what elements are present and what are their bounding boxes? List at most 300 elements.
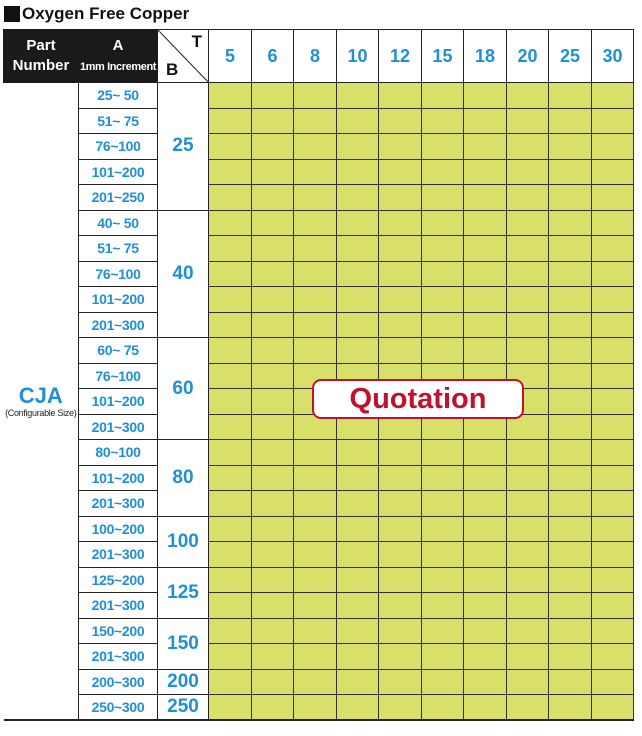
price-cell (379, 159, 422, 185)
price-cell (549, 287, 592, 313)
price-cell (422, 185, 464, 211)
price-cell (379, 618, 422, 644)
table-row (4, 669, 634, 695)
quotation-badge: Quotation (312, 379, 524, 419)
table-row (4, 440, 634, 466)
price-cell (337, 108, 379, 134)
price-cell (507, 108, 549, 134)
a-range-cell: 101~200 (79, 465, 158, 491)
table-row (4, 516, 634, 542)
price-cell (549, 414, 592, 440)
price-cell (464, 669, 507, 695)
price-cell (209, 363, 252, 389)
price-cell (549, 134, 592, 160)
part-number-cell (4, 83, 79, 721)
price-cell (294, 312, 337, 338)
t-value-header: 25 (549, 30, 592, 83)
price-cell (209, 491, 252, 517)
b-value-cell: 40 (158, 210, 209, 338)
price-cell (337, 491, 379, 517)
price-cell (422, 134, 464, 160)
price-cell (422, 695, 464, 721)
b-value-cell: 80 (158, 440, 209, 517)
price-cell (592, 567, 634, 593)
price-cell (549, 465, 592, 491)
price-cell (379, 236, 422, 262)
price-cell (337, 567, 379, 593)
price-cell (294, 516, 337, 542)
part-number-header-line1: Part (26, 37, 56, 54)
price-cell (464, 185, 507, 211)
price-cell (464, 83, 507, 109)
price-cell (592, 465, 634, 491)
price-cell (592, 83, 634, 109)
price-cell (294, 83, 337, 109)
price-cell (464, 567, 507, 593)
price-cell (337, 312, 379, 338)
price-cell (209, 440, 252, 466)
price-cell (379, 287, 422, 313)
price-cell (252, 567, 294, 593)
a-range-cell: 76~100 (79, 134, 158, 160)
a-range-cell: 125~200 (79, 567, 158, 593)
price-cell (549, 542, 592, 568)
b-value-cell: 100 (158, 516, 209, 567)
price-cell (294, 669, 337, 695)
price-cell (549, 695, 592, 721)
b-value-cell: 25 (158, 83, 209, 211)
table-row (4, 312, 634, 338)
price-cell (294, 134, 337, 160)
price-cell (209, 593, 252, 619)
price-cell (209, 644, 252, 670)
price-cell (252, 516, 294, 542)
price-cell (549, 210, 592, 236)
price-cell (337, 644, 379, 670)
price-cell (294, 108, 337, 134)
b-value-cell: 250 (158, 695, 209, 721)
price-cell (592, 414, 634, 440)
price-cell (379, 465, 422, 491)
price-cell (464, 108, 507, 134)
price-cell (209, 185, 252, 211)
price-cell (209, 414, 252, 440)
price-cell (507, 618, 549, 644)
price-cell (294, 618, 337, 644)
t-value-header: 6 (252, 30, 294, 83)
price-cell (549, 236, 592, 262)
price-cell (294, 542, 337, 568)
price-cell (422, 491, 464, 517)
a-range-cell: 51~ 75 (79, 236, 158, 262)
a-range-cell: 201~300 (79, 644, 158, 670)
price-cell (507, 134, 549, 160)
price-cell (422, 465, 464, 491)
a-range-cell: 51~ 75 (79, 108, 158, 134)
price-cell (592, 261, 634, 287)
price-cell (507, 440, 549, 466)
a-range-cell: 201~250 (79, 185, 158, 211)
a-range-cell: 25~ 50 (79, 83, 158, 109)
price-cell (252, 210, 294, 236)
price-cell (464, 159, 507, 185)
price-cell (294, 491, 337, 517)
price-cell (252, 236, 294, 262)
price-cell (507, 312, 549, 338)
price-cell (252, 108, 294, 134)
price-cell (294, 236, 337, 262)
price-cell (209, 159, 252, 185)
price-cell (592, 593, 634, 619)
price-cell (592, 440, 634, 466)
price-cell (294, 644, 337, 670)
price-cell (507, 338, 549, 364)
price-cell (209, 465, 252, 491)
price-cell (252, 440, 294, 466)
price-cell (507, 210, 549, 236)
price-cell (337, 236, 379, 262)
table-row (4, 465, 634, 491)
table-row (4, 695, 634, 721)
price-cell (209, 669, 252, 695)
a-range-cell: 80~100 (79, 440, 158, 466)
price-cell (464, 465, 507, 491)
price-cell (337, 159, 379, 185)
price-cell (209, 210, 252, 236)
price-cell (379, 312, 422, 338)
price-cell (464, 440, 507, 466)
price-cell (507, 159, 549, 185)
price-cell (464, 542, 507, 568)
price-cell (252, 134, 294, 160)
price-cell (252, 312, 294, 338)
t-value-header: 5 (209, 30, 252, 83)
part-number-subtitle: (Configurable Size) (5, 408, 77, 418)
a-range-cell: 101~200 (79, 389, 158, 415)
price-cell (252, 261, 294, 287)
price-cell (549, 567, 592, 593)
t-value-header: 20 (507, 30, 549, 83)
price-cell (592, 312, 634, 338)
table-row (4, 159, 634, 185)
price-cell (252, 287, 294, 313)
section-title (4, 2, 189, 26)
price-cell (379, 210, 422, 236)
price-cell (422, 261, 464, 287)
table-row (4, 83, 634, 109)
a-header-label: A (112, 36, 124, 54)
price-cell (337, 185, 379, 211)
price-cell (337, 618, 379, 644)
price-cell (549, 338, 592, 364)
price-cell (549, 491, 592, 517)
price-cell (337, 695, 379, 721)
price-cell (464, 618, 507, 644)
price-cell (337, 440, 379, 466)
price-cell (252, 338, 294, 364)
price-cell (337, 287, 379, 313)
price-cell (549, 185, 592, 211)
price-cell (337, 542, 379, 568)
price-cell (507, 542, 549, 568)
a-range-cell: 100~200 (79, 516, 158, 542)
price-cell (209, 695, 252, 721)
table-row (4, 644, 634, 670)
price-cell (549, 389, 592, 415)
price-cell (252, 491, 294, 517)
price-cell (422, 593, 464, 619)
price-cell (464, 287, 507, 313)
price-cell (592, 516, 634, 542)
price-cell (379, 516, 422, 542)
a-range-cell: 201~300 (79, 542, 158, 568)
price-cell (209, 261, 252, 287)
table-row (4, 185, 634, 211)
price-cell (592, 236, 634, 262)
b-value-cell: 200 (158, 669, 209, 695)
price-cell (422, 567, 464, 593)
price-cell (294, 185, 337, 211)
price-cell (549, 644, 592, 670)
section-title-text: Oxygen Free Copper (22, 4, 190, 23)
title-square-icon (4, 6, 20, 22)
price-cell (507, 695, 549, 721)
t-value-header: 8 (294, 30, 337, 83)
price-cell (464, 210, 507, 236)
price-cell (422, 542, 464, 568)
table-row (4, 261, 634, 287)
price-cell (422, 338, 464, 364)
a-range-cell: 201~300 (79, 491, 158, 517)
price-cell (592, 159, 634, 185)
price-cell (549, 83, 592, 109)
price-cell (422, 108, 464, 134)
table-row (4, 338, 634, 364)
price-cell (422, 83, 464, 109)
price-cell (294, 159, 337, 185)
a-range-cell: 101~200 (79, 287, 158, 313)
price-cell (549, 159, 592, 185)
price-cell (209, 134, 252, 160)
price-cell (507, 236, 549, 262)
table-row (4, 210, 634, 236)
price-cell (422, 618, 464, 644)
a-range-cell: 201~300 (79, 312, 158, 338)
price-cell (592, 669, 634, 695)
part-number-header-line2: Number (12, 57, 70, 74)
price-cell (209, 618, 252, 644)
price-cell (337, 261, 379, 287)
price-cell (379, 669, 422, 695)
price-cell (549, 516, 592, 542)
price-cell (209, 287, 252, 313)
price-cell (464, 236, 507, 262)
price-cell (209, 236, 252, 262)
a-range-cell: 60~ 75 (79, 338, 158, 364)
price-cell (209, 338, 252, 364)
price-cell (294, 593, 337, 619)
price-cell (549, 669, 592, 695)
t-value-header: 10 (337, 30, 379, 83)
price-cell (549, 363, 592, 389)
price-cell (252, 414, 294, 440)
price-cell (337, 210, 379, 236)
price-cell (464, 593, 507, 619)
price-cell (507, 669, 549, 695)
price-cell (507, 83, 549, 109)
a-header-sub: 1mm Increment (79, 60, 157, 73)
price-cell (379, 567, 422, 593)
price-cell (592, 618, 634, 644)
table-row (4, 542, 634, 568)
a-range-cell: 201~300 (79, 414, 158, 440)
a-range-cell: 200~300 (79, 669, 158, 695)
price-cell (592, 542, 634, 568)
price-cell (294, 440, 337, 466)
price-cell (379, 542, 422, 568)
price-cell (549, 108, 592, 134)
price-cell (294, 695, 337, 721)
price-cell (379, 491, 422, 517)
price-cell (422, 516, 464, 542)
price-cell (549, 312, 592, 338)
price-cell (337, 338, 379, 364)
price-cell (294, 465, 337, 491)
table-row (4, 236, 634, 262)
table-row (4, 287, 634, 313)
price-cell (379, 593, 422, 619)
price-cell (252, 185, 294, 211)
price-cell (464, 491, 507, 517)
price-cell (252, 695, 294, 721)
price-cell (379, 185, 422, 211)
table-row (4, 618, 634, 644)
price-cell (337, 593, 379, 619)
b-value-cell: 60 (158, 338, 209, 440)
price-cell (507, 516, 549, 542)
price-cell (592, 363, 634, 389)
price-cell (592, 134, 634, 160)
price-cell (379, 83, 422, 109)
t-header-label: T (191, 32, 202, 51)
t-value-header: 15 (422, 30, 464, 83)
price-cell (464, 644, 507, 670)
price-cell (252, 593, 294, 619)
price-cell (379, 644, 422, 670)
a-range-cell: 150~200 (79, 618, 158, 644)
t-value-header: 18 (464, 30, 507, 83)
price-cell (464, 261, 507, 287)
t-value-header: 12 (379, 30, 422, 83)
b-header-label: B (166, 60, 179, 79)
price-cell (507, 465, 549, 491)
price-cell (379, 338, 422, 364)
t-value-header: 30 (592, 30, 634, 83)
price-cell (209, 542, 252, 568)
price-cell (592, 210, 634, 236)
price-cell (252, 83, 294, 109)
price-cell (592, 644, 634, 670)
price-cell (337, 465, 379, 491)
price-cell (209, 567, 252, 593)
price-cell (549, 440, 592, 466)
price-cell (422, 440, 464, 466)
price-cell (337, 134, 379, 160)
price-cell (294, 567, 337, 593)
price-cell (252, 669, 294, 695)
price-cell (592, 491, 634, 517)
price-cell (464, 134, 507, 160)
price-cell (549, 261, 592, 287)
b-value-cell: 150 (158, 618, 209, 669)
price-cell (592, 338, 634, 364)
part-number-header (4, 30, 79, 83)
a-range-cell: 101~200 (79, 159, 158, 185)
price-cell (507, 644, 549, 670)
price-cell (252, 618, 294, 644)
price-cell (422, 644, 464, 670)
price-cell (592, 695, 634, 721)
a-range-cell: 40~ 50 (79, 210, 158, 236)
table-row (4, 593, 634, 619)
price-cell (549, 593, 592, 619)
price-cell (592, 185, 634, 211)
price-cell (209, 108, 252, 134)
table-header-row (4, 30, 634, 83)
a-range-cell: 250~300 (79, 695, 158, 721)
table-row (4, 108, 634, 134)
price-cell (252, 363, 294, 389)
price-cell (507, 185, 549, 211)
price-cell (294, 338, 337, 364)
price-cell (422, 312, 464, 338)
part-number-code: CJA (18, 383, 63, 408)
price-cell (464, 338, 507, 364)
price-cell (422, 287, 464, 313)
price-cell (464, 312, 507, 338)
t-b-header (158, 30, 209, 83)
price-cell (379, 108, 422, 134)
price-cell (422, 236, 464, 262)
a-range-cell: 76~100 (79, 363, 158, 389)
price-cell (379, 440, 422, 466)
price-cell (209, 389, 252, 415)
price-cell (252, 389, 294, 415)
price-cell (592, 108, 634, 134)
price-cell (507, 491, 549, 517)
price-cell (592, 389, 634, 415)
price-cell (507, 261, 549, 287)
price-cell (379, 695, 422, 721)
price-cell (592, 287, 634, 313)
price-cell (507, 567, 549, 593)
price-cell (337, 83, 379, 109)
price-cell (209, 83, 252, 109)
price-cell (294, 210, 337, 236)
price-cell (252, 542, 294, 568)
price-cell (507, 593, 549, 619)
price-cell (337, 516, 379, 542)
price-cell (464, 516, 507, 542)
price-cell (294, 287, 337, 313)
a-range-cell: 76~100 (79, 261, 158, 287)
price-cell (379, 261, 422, 287)
a-range-cell: 201~300 (79, 593, 158, 619)
price-cell (379, 134, 422, 160)
price-cell (209, 312, 252, 338)
table-row (4, 134, 634, 160)
b-value-cell: 125 (158, 567, 209, 618)
